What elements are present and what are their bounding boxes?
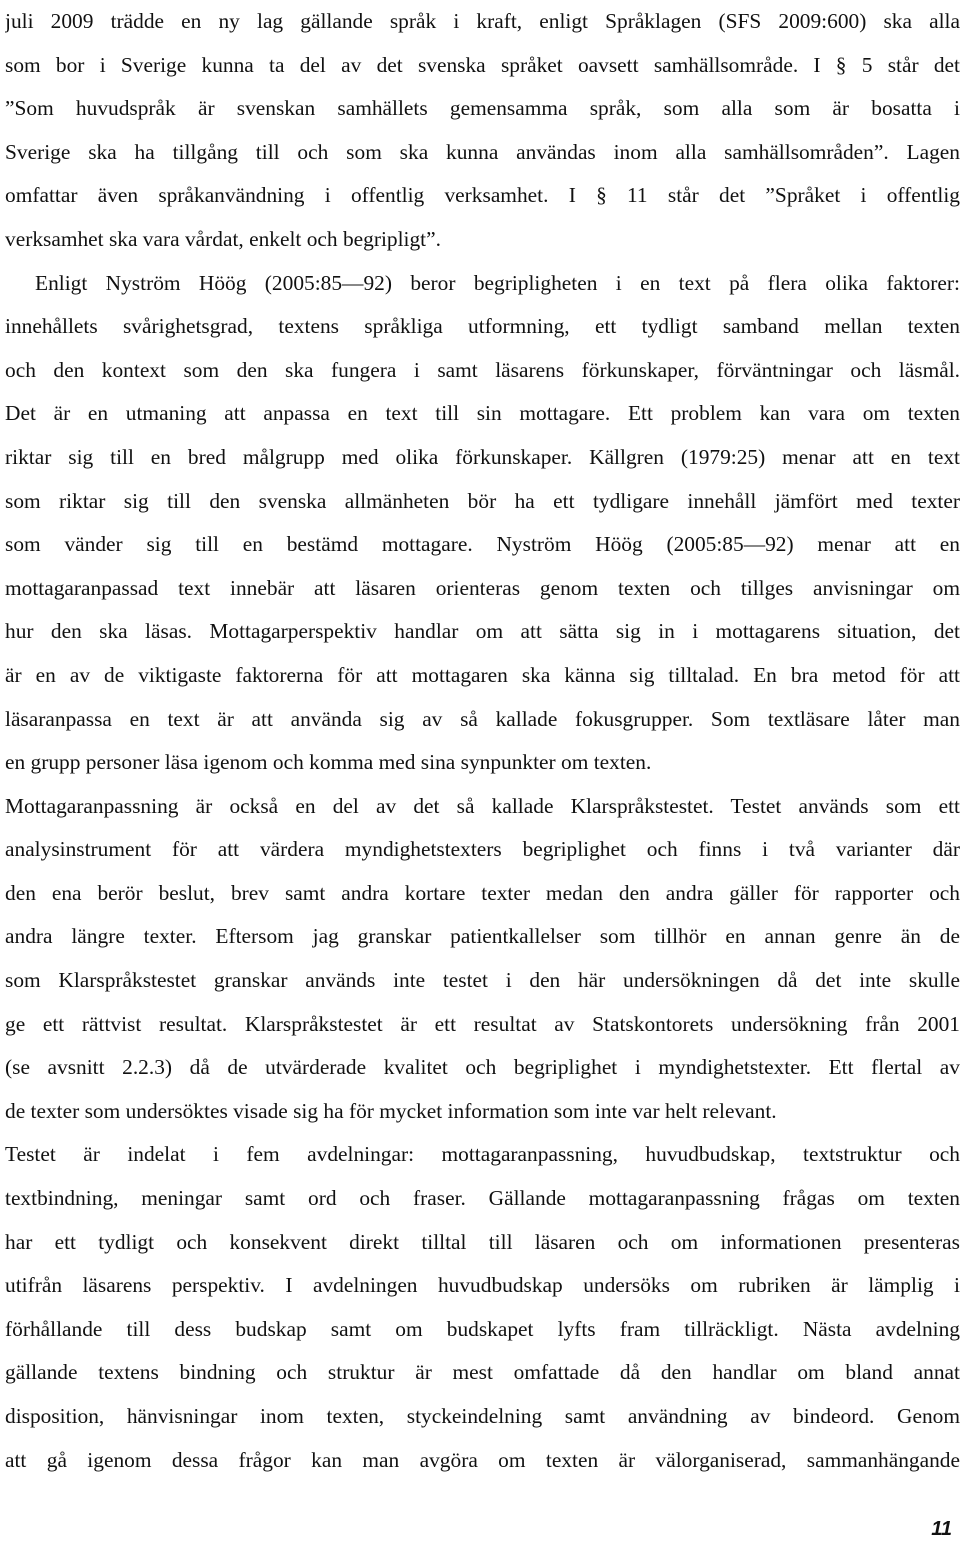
text-line: de texter som undersöktes visade sig ha för mycket information som inte var helt relevant.: [5, 1098, 777, 1123]
text-line: analysinstrument för att värdera myndighetstexters begriplighet och finns i två varianter där: [5, 837, 960, 862]
text-line: läsaranpassa en text är att använda sig av så kallade fokusgrupper. Som textläsare låter man: [5, 706, 960, 731]
text-line: att gå igenom dessa frågor kan man avgöra om texten är välorganiserad, sammanhängande: [5, 1447, 960, 1472]
text-line: ”Som huvudspråk är svenskan samhällets gemensamma språk, som alla som är bosatta i: [5, 96, 960, 121]
text-line: Det är en utmaning att anpassa en text till sin mottagare. Ett problem kan vara om texten: [5, 401, 960, 426]
text-line: innehållets svårighetsgrad, textens språkliga utformning, ett tydligt samband mellan texten: [5, 314, 960, 339]
text-line: omfattar även språkanvändning i offentlig verksamhet. I § 11 står det ”Språket i offentlig: [5, 183, 960, 208]
text-line: (se avsnitt 2.2.3) då de utvärderade kvalitet och begriplighet i myndighetstexter. Ett flertal av: [5, 1055, 960, 1080]
text-line: som vänder sig till en bestämd mottagare. Nyström Höög (2005:85—92) menar att en: [5, 532, 960, 557]
text-line: andra längre texter. Eftersom jag granskar patientkallelser som tillhör en annan genre än de: [5, 924, 960, 949]
text-line: mottagaranpassad text innebär att läsaren orienteras genom texten och tillges anvisningar om: [5, 575, 960, 600]
text-line: utifrån läsarens perspektiv. I avdelningen huvudbudskap undersöks om rubriken är lämplig i: [5, 1273, 960, 1298]
text-line: är en av de viktigaste faktorerna för att mottagaren ska känna sig tilltalad. En bra metod för att: [5, 662, 960, 687]
text-line: disposition, hänvisningar inom texten, styckeindelning samt användning av bindeord. Genom: [5, 1404, 960, 1428]
text-line: ge ett rättvist resultat. Klarspråkstestet är ett resultat av Statskontorets undersökning från 2001: [5, 1011, 960, 1036]
text-line: riktar sig till en bred målgrupp med olika förkunskaper. Källgren (1979:25) menar att en text: [5, 444, 960, 469]
text-line: en grupp personer läsa igenom och komma med sina synpunkter om texten.: [5, 750, 652, 775]
text-line: hur den ska läsas. Mottagarperspektiv handlar om att sätta sig in i mottagarens situation, det: [5, 619, 960, 644]
text-line: Enligt Nyström Höög (2005:85—92) beror begripligheten i en text på flera olika faktorer:: [35, 270, 960, 295]
text-line: och den kontext som den ska fungera i samt läsarens förkunskaper, förväntningar och läsmål.: [5, 357, 960, 382]
text-line: har ett tydligt och konsekvent direkt tilltal till läsaren och om informationen presenteras: [5, 1229, 960, 1254]
paragraph-1: [5, 0, 960, 262]
text-line: som Klarspråkstestet granskar används inte testet i den här undersökningen då det inte skulle: [5, 968, 960, 993]
text-line: textbindning, meningar samt ord och fraser. Gällande mottagaranpassning frågas om texten: [5, 1186, 960, 1211]
text-line: som bor i Sverige kunna ta del av det svenska språket oavsett samhällsområde. I § 5 står det: [5, 52, 960, 77]
text-line: förhållande till dess budskap samt om budskapet lyfts fram tillräckligt. Nästa avdelning: [5, 1316, 960, 1341]
paragraph-2: [5, 262, 960, 1483]
text-line: Sverige ska ha tillgång till och som ska kunna användas inom alla samhällsområden”. Lagen: [5, 139, 960, 164]
text-line: Testet är indelat i fem avdelningar: mottagaranpassning, huvudbudskap, textstruktur och: [5, 1142, 960, 1167]
text-line: juli 2009 trädde en ny lag gällande språk i kraft, enligt Språklagen (SFS 2009:600) ska alla: [5, 9, 960, 33]
body-text: [5, 0, 960, 1482]
text-line: verksamhet ska vara vårdat, enkelt och begripligt”.: [5, 226, 441, 251]
text-line: Mottagaranpassning är också en del av det så kallade Klarspråkstestet. Testet används som ett: [5, 793, 960, 818]
text-line: som riktar sig till den svenska allmänheten bör ha ett tydligare innehåll jämfört med texter: [5, 488, 960, 513]
page-number: 11: [931, 1518, 952, 1540]
text-line: den ena berör beslut, brev samt andra kortare texter medan den andra gäller för rapporter och: [5, 880, 960, 905]
text-line: gällande textens bindning och struktur är mest omfattade då den handlar om bland annat: [5, 1360, 960, 1385]
